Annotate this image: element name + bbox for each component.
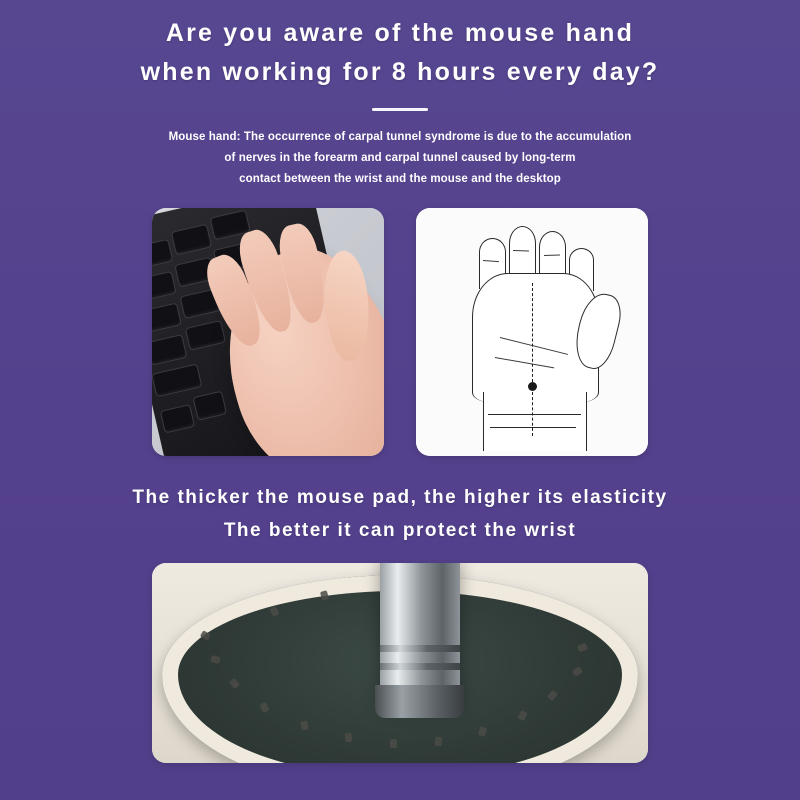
photo-row xyxy=(152,208,648,456)
mid-caption-line-1: The thicker the mouse pad, the higher its elasticity xyxy=(132,487,668,509)
subtitle-line-1: Mouse hand: The occurrence of carpal tunnel syndrome is due to the accumulation xyxy=(168,130,632,143)
laptop-scene xyxy=(152,208,384,456)
subtitle-block xyxy=(160,127,640,191)
page-title xyxy=(141,14,660,92)
carpal-tunnel-illustration xyxy=(416,208,648,456)
photo-hand-on-laptop xyxy=(152,208,384,456)
subtitle-line-3: contact between the wrist and the mouse and the desktop xyxy=(239,173,561,186)
subtitle-line-2: of nerves in the forearm and carpal tunnel caused by long-term xyxy=(224,151,576,164)
metal-bottle xyxy=(380,563,459,703)
mid-caption-line-2: The better it can protect the wrist xyxy=(223,519,577,541)
photo-carpal-tunnel-diagram xyxy=(416,208,648,456)
photo-mouse-pad-elasticity xyxy=(152,563,648,763)
headline-line-2: when working for 8 hours every day? xyxy=(140,57,660,86)
headline-line-1: Are you aware of the mouse hand xyxy=(165,19,635,47)
divider xyxy=(372,108,428,111)
mouse-pad-scene xyxy=(152,563,648,763)
mid-caption xyxy=(132,482,667,547)
